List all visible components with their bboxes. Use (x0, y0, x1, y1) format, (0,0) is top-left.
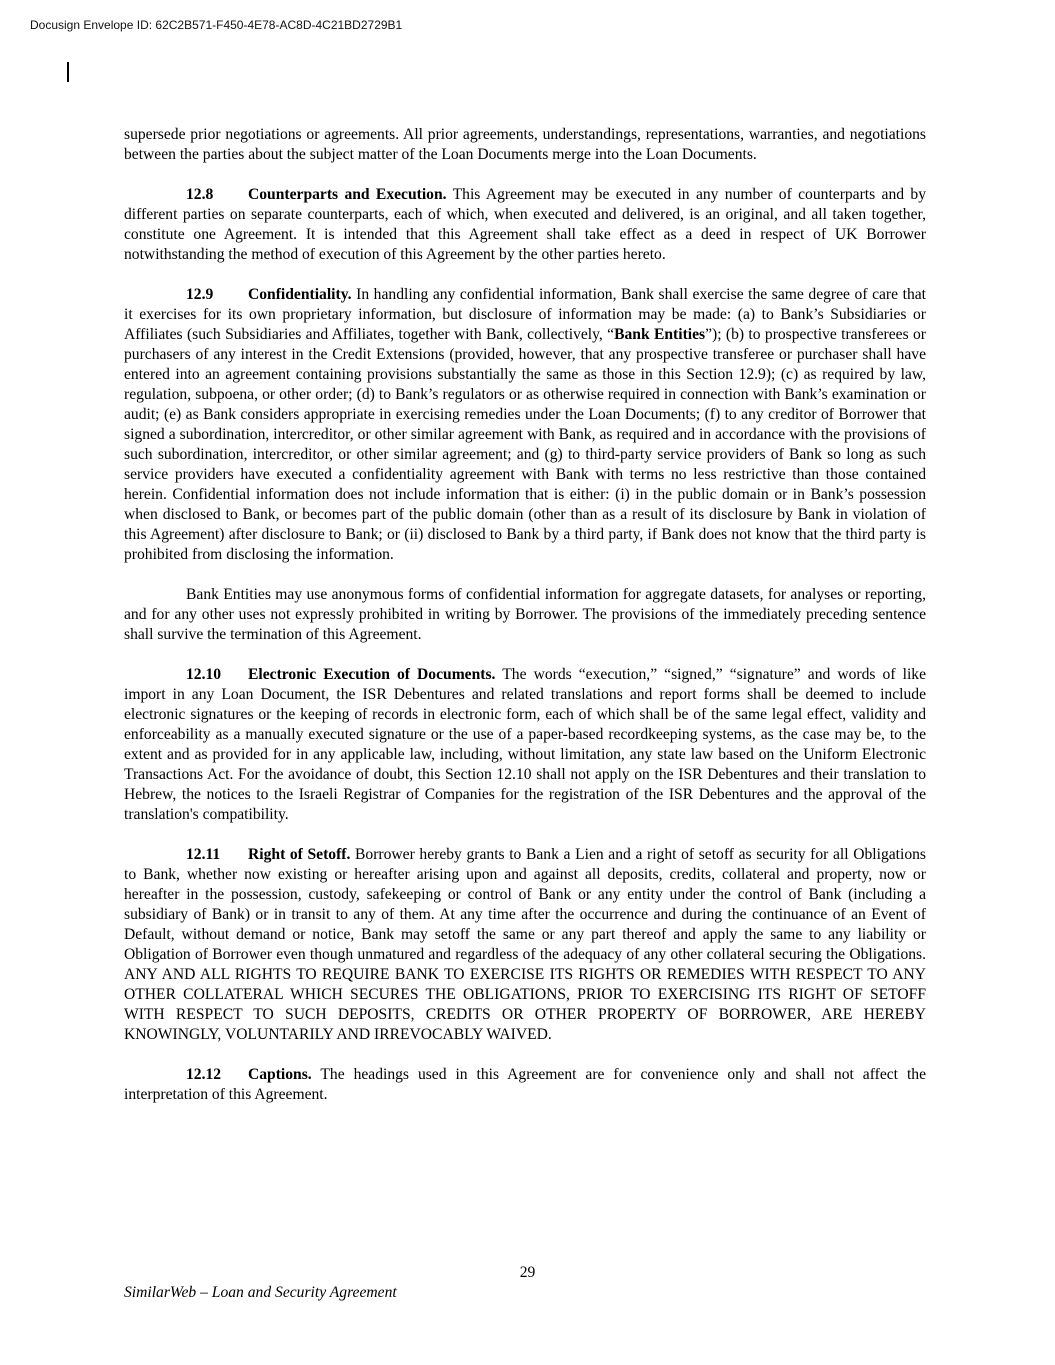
section-title: Right of Setoff. (248, 846, 351, 863)
change-bar (67, 62, 69, 82)
section-number: 12.9 (186, 286, 214, 303)
section-number: 12.11 (186, 846, 221, 863)
section-text: Borrower hereby grants to Bank a Lien and a right of setoff as security for all Obligations to Bank, whether now existing or hereafter arising upon and against all deposits, credits, collateral and property, now or hereafter in the possession, custody, safekeeping or control of Bank or any entity under the control of Bank (including a subsidiary of Bank) or in transit to any of them. At any time after the occurrence and during the continuance of an Event of Default, without demand or notice, Bank may setoff the same or any part thereof and apply the same to any liability or Obligation of Borrower even though unmatured and regardless of the adequacy of any other collateral securing the Obligations. ANY AND ALL RIGHTS TO REQUIRE BANK TO EXERCISE ITS RIGHTS OR REMEDIES WITH RESPECT TO ANY OTHER COLLATERAL WHICH SECURES THE OBLIGATIONS, PRIOR TO EXERCISING ITS RIGHT OF SETOFF WITH RESPECT TO SUCH DEPOSITS, CREDITS OR OTHER PROPERTY OF BORROWER, ARE HEREBY KNOWINGLY, VOLUNTARILY AND IRREVOCABLY WAIVED. (124, 846, 926, 1043)
section-title: Confidentiality. (248, 286, 352, 303)
footer-title: SimilarWeb – Loan and Security Agreement (124, 1284, 397, 1301)
section-text: The words “execution,” “signed,” “signature” and words of like import in any Loan Document, the ISR Debentures and related translations and report forms shall be deemed to include electronic signatures or the keeping of records in electronic form, each of which shall be of the same legal effect, validity and enforceability as a manually executed signature or the use of a paper-based recordkeeping systems, as the case may be, to the extent and as provided for in any applicable law, including, without limitation, any state law based on the Uniform Electronic Transactions Act. For the avoidance of doubt, this Section 12.10 shall not apply on the ISR Debentures and their translation to Hebrew, the notices to the Israeli Registrar of Companies for the registration of the ISR Debentures and the approval of the translation's compatibility. (124, 666, 926, 823)
section-text: This Agreement may be executed in any number of counterparts and by different parties on separate counterparts, each of which, when executed and delivered, is an original, and all taken together, constitute one Agreement. It is intended that this Agreement shall take effect as a deed in respect of UK Borrower notwithstanding the method of execution of this Agreement by the other parties hereto. (124, 186, 926, 263)
document-body (124, 125, 926, 1125)
section-title: Electronic Execution of Documents. (248, 666, 496, 683)
section-12-9 (124, 285, 926, 565)
section-text-continued: ”); (b) to prospective transferees or purchasers of any interest in the Credit Extensions (provided, however, that any prospective transferee or purchaser shall have entered into an agreement containing provisions substantially the same as those in this Section 12.9); (c) as required by law, regulation, subpoena, or other order; (d) to Bank’s regulators or as otherwise required in connection with Bank’s examination or audit; (e) as Bank considers appropriate in exercising remedies under the Loan Documents; (f) to any creditor of Borrower that signed a subordination, intercreditor, or other similar agreement with Bank, as required and in accordance with the provisions of such subordination, intercreditor, or other similar agreement; and (g) to third-party service providers of Bank so long as such service providers have executed a confidentiality agreement with Bank with terms no less restrictive than those contained herein. Confidential information does not include information that is either: (i) in the public domain or in Bank’s possession when disclosed to Bank, or becomes part of the public domain (other than as a result of its disclosure by Bank in violation of this Agreement) after disclosure to Bank; or (ii) disclosed to Bank by a third party, if Bank does not know that the third party is prohibited from disclosing the information. (124, 326, 926, 563)
defined-term: Bank Entities (614, 326, 706, 343)
section-12-12 (124, 1065, 926, 1105)
section-text: The headings used in this Agreement are for convenience only and shall not affect the interpretation of this Agreement. (124, 1066, 926, 1103)
section-title: Counterparts and Execution. (248, 186, 447, 203)
paragraph-bank-entities: Bank Entities may use anonymous forms of confidential information for aggregate datasets, for analyses or reporting, and for any other uses not expressly prohibited in writing by Borrower. The provisions of the immediately preceding sentence shall survive the termination of this Agreement. (124, 586, 926, 643)
page-number: 29 (519, 1264, 536, 1281)
section-title: Captions. (248, 1066, 312, 1083)
paragraph-intro: supersede prior negotiations or agreements. All prior agreements, understandings, representations, warranties, and negotiations between the parties about the subject matter of the Loan Documents merge into the Loan Documents. (124, 126, 926, 163)
section-12-8 (124, 185, 926, 265)
section-12-11 (124, 845, 926, 1045)
section-number: 12.12 (186, 1066, 222, 1083)
section-number: 12.10 (186, 666, 222, 683)
section-text: In handling any confidential information, Bank shall exercise the same degree of care that it exercises for its own proprietary information, but disclosure of information may be made: (a) to Bank’s Subsidiaries or Affiliates (such Subsidiaries and Affiliates, together with Bank, collectively, “ (124, 286, 926, 343)
section-12-10 (124, 665, 926, 825)
section-number: 12.8 (186, 186, 214, 203)
docusign-envelope-id: Docusign Envelope ID: 62C2B571-F450-4E78-AC8D-4C21BD2729B1 (30, 18, 403, 32)
